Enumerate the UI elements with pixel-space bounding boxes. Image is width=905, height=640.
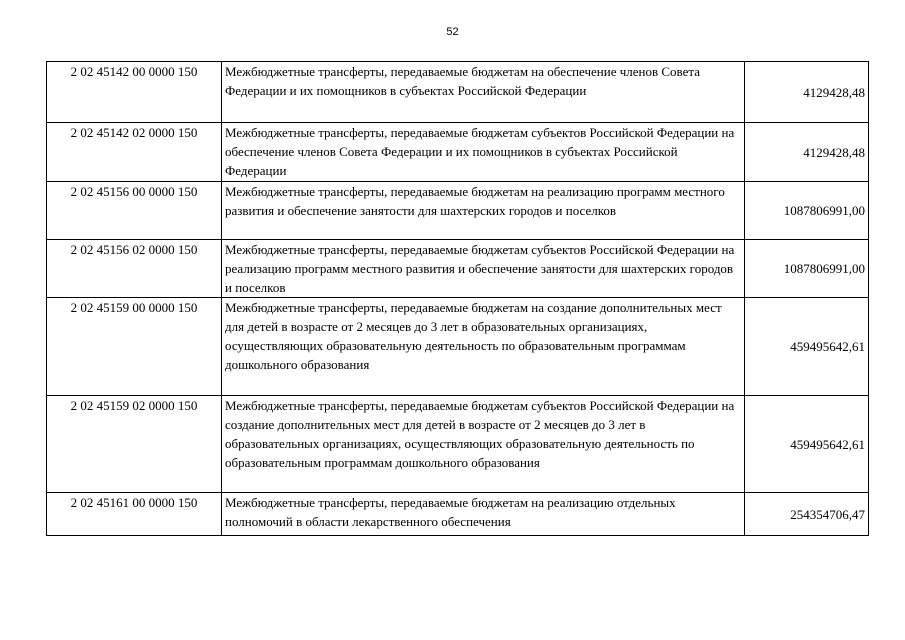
budget-code-cell: 2 02 45142 00 0000 150 [47, 62, 222, 123]
description-cell: Межбюджетные трансферты, передаваемые бюджетам на создание дополнительных мест для детей в возрасте от 2 месяцев до 3 лет в образовательных организациях, осуществляющих образовательную деятельность по образовательным программам дошкольного образования [222, 298, 745, 396]
amount-cell: 4129428,48 [745, 123, 869, 182]
description-cell: Межбюджетные трансферты, передаваемые бюджетам на реализацию программ местного развития и обеспечение занятости для шахтерских городов и поселков [222, 182, 745, 240]
table-row [47, 62, 869, 123]
budget-code-cell: 2 02 45161 00 0000 150 [47, 493, 222, 536]
description-cell: Межбюджетные трансферты, передаваемые бюджетам на реализацию отдельных полномочий в области лекарственного обеспечения [222, 493, 745, 536]
budget-code-cell: 2 02 45142 02 0000 150 [47, 123, 222, 182]
amount-cell: 254354706,47 [745, 493, 869, 536]
page-number: 52 [446, 26, 459, 38]
table-row [47, 298, 869, 396]
budget-code-cell: 2 02 45159 02 0000 150 [47, 396, 222, 493]
budget-code-cell: 2 02 45156 00 0000 150 [47, 182, 222, 240]
amount-cell: 1087806991,00 [745, 182, 869, 240]
budget-code-cell: 2 02 45159 00 0000 150 [47, 298, 222, 396]
description-cell: Межбюджетные трансферты, передаваемые бюджетам на обеспечение членов Совета Федерации и их помощников в субъектах Российской Федерации [222, 62, 745, 123]
table-row [47, 123, 869, 182]
table-row [47, 493, 869, 536]
table-row [47, 396, 869, 493]
table-row [47, 240, 869, 298]
description-cell: Межбюджетные трансферты, передаваемые бюджетам субъектов Российской Федерации на обеспечение членов Совета Федерации и их помощников в субъектах Российской Федерации [222, 123, 745, 182]
amount-cell: 459495642,61 [745, 396, 869, 493]
amount-cell: 1087806991,00 [745, 240, 869, 298]
description-cell: Межбюджетные трансферты, передаваемые бюджетам субъектов Российской Федерации на создание дополнительных мест для детей в возрасте от 2 месяцев до 3 лет в образовательных организациях, осуществляющих образовательную деятельность по образовательным программам дошкольного образования [222, 396, 745, 493]
description-cell: Межбюджетные трансферты, передаваемые бюджетам субъектов Российской Федерации на реализацию программ местного развития и обеспечение занятости для шахтерских городов и поселков [222, 240, 745, 298]
budget-code-cell: 2 02 45156 02 0000 150 [47, 240, 222, 298]
amount-cell: 4129428,48 [745, 62, 869, 123]
table-row [47, 182, 869, 240]
budget-table [46, 61, 869, 536]
amount-cell: 459495642,61 [745, 298, 869, 396]
